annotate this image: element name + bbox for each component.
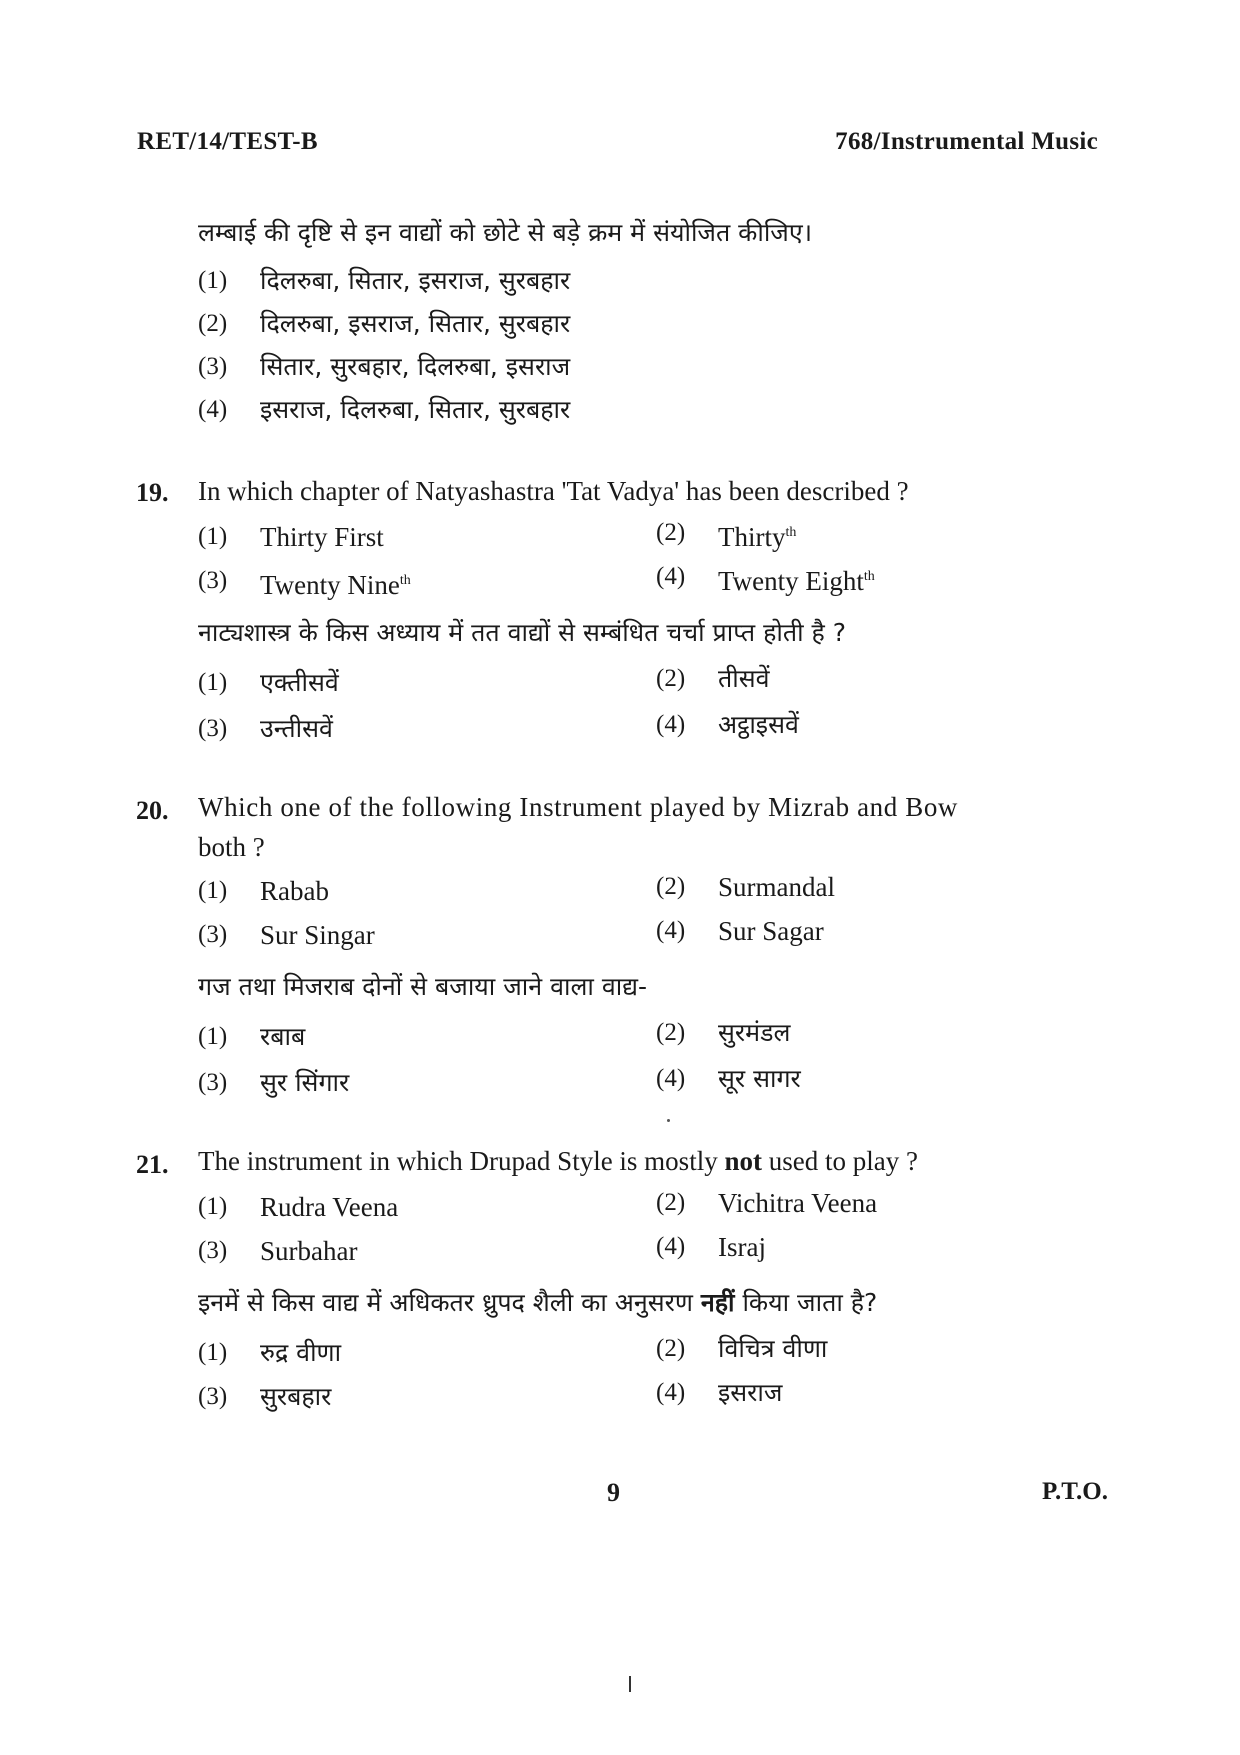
option-text: Sur Singar xyxy=(260,920,375,950)
option-text: Rudra Veena xyxy=(260,1192,399,1222)
option-text: Thirty First xyxy=(260,522,384,552)
q18-option-1 xyxy=(198,266,570,296)
option-text: Sur Sagar xyxy=(718,916,824,946)
q19-option-3 xyxy=(198,566,411,600)
option-text: Surmandal xyxy=(718,872,835,902)
q21-option-3 xyxy=(198,1236,357,1266)
option-text: सुरबहार xyxy=(260,1382,332,1411)
option-number: (3) xyxy=(198,921,228,948)
q19-option-1 xyxy=(198,522,384,552)
option-text: Rabab xyxy=(260,876,329,906)
option-text: सितार, सुरबहार, दिलरुबा, इसराज xyxy=(260,352,571,381)
q21-option-2 xyxy=(656,1188,877,1218)
option-number: (1) xyxy=(198,1339,228,1366)
option-number: (3) xyxy=(198,715,228,742)
option-text xyxy=(260,566,411,600)
q21-option-4 xyxy=(656,1232,766,1262)
option-number: (4) xyxy=(656,1233,686,1260)
q21-option-1 xyxy=(198,1192,398,1222)
ordinal-suffix: th xyxy=(785,525,797,540)
option-number: (1) xyxy=(198,1023,228,1050)
option-text: Israj xyxy=(718,1232,766,1262)
option-number: (1) xyxy=(198,877,228,904)
q20-hindi-option-2 xyxy=(656,1018,790,1048)
option-number: (3) xyxy=(198,353,228,380)
option-text: उन्तीसवें xyxy=(260,714,333,743)
q21-hindi-bold: नहीं xyxy=(700,1288,735,1317)
q19-hindi-option-4 xyxy=(656,710,799,740)
q20-hindi-option-3 xyxy=(198,1068,349,1098)
option-text: Vichitra Veena xyxy=(718,1188,878,1218)
page-number: 9 xyxy=(607,1478,620,1507)
option-text: एक्तीसवें xyxy=(260,668,339,697)
q21-hindi-option-2 xyxy=(656,1334,827,1364)
q19-english: In which chapter of Natyashastra 'Tat Vadya' has been described ? xyxy=(198,476,909,506)
option-text: दिलरुबा, इसराज, सितार, सुरबहार xyxy=(260,309,571,338)
q21-english xyxy=(198,1146,918,1176)
scan-mark xyxy=(629,1676,631,1692)
option-number: (1) xyxy=(198,1193,228,1220)
subject-title: 768/Instrumental Music xyxy=(835,128,1098,155)
option-number: (3) xyxy=(198,1383,228,1410)
q21-hindi-option-3 xyxy=(198,1382,331,1412)
option-number: (2) xyxy=(656,1335,686,1362)
option-text: अट्ठाइसवें xyxy=(718,710,799,739)
option-number: (4) xyxy=(656,1379,686,1406)
q19-hindi-option-1 xyxy=(198,668,339,698)
q21-english-pre: The instrument in which Drupad Style is mostly xyxy=(198,1146,725,1176)
q20-hindi-option-4 xyxy=(656,1064,801,1094)
option-number: (3) xyxy=(198,1237,228,1264)
q19-number: 19. xyxy=(136,478,169,507)
option-number: (1) xyxy=(198,267,228,294)
option-number: (4) xyxy=(198,396,228,423)
option-number: (2) xyxy=(656,1019,686,1046)
option-number: (1) xyxy=(198,669,228,696)
option-text: तीसवें xyxy=(718,664,770,693)
q21-hindi-option-4 xyxy=(656,1378,782,1408)
ordinal-suffix: th xyxy=(863,569,875,584)
option-text: सूर सागर xyxy=(718,1064,801,1093)
option-text: सुरमंडल xyxy=(718,1018,791,1047)
q21-hindi-option-1 xyxy=(198,1338,341,1368)
option-text-main: Twenty Nine xyxy=(260,570,400,600)
q19-hindi: नाट्यशास्त्र के किस अध्याय में तत वाद्यों से सम्बंधित चर्चा प्राप्त होती है ? xyxy=(198,618,847,647)
q18-hindi-prompt: लम्बाई की दृष्टि से इन वाद्यों को छोटे से बड़े क्रम में संयोजित कीजिए। xyxy=(198,218,813,247)
q20-english-line1: Which one of the following Instrument played by Mizrab and Bow xyxy=(198,792,959,822)
option-text: इसराज, दिलरुबा, सितार, सुरबहार xyxy=(260,395,571,424)
option-text: Surbahar xyxy=(260,1236,358,1266)
option-number: (2) xyxy=(198,310,228,337)
q19-hindi-option-2 xyxy=(656,664,770,694)
option-number: (2) xyxy=(656,519,686,546)
paper-code: RET/14/TEST-B xyxy=(137,128,318,155)
q21-hindi xyxy=(198,1288,877,1318)
option-number: (1) xyxy=(198,523,228,550)
option-text-main: Thirty xyxy=(718,522,786,552)
q19-hindi-option-3 xyxy=(198,714,333,744)
q20-option-2 xyxy=(656,872,835,902)
option-number: (2) xyxy=(656,1189,686,1216)
q20-option-1 xyxy=(198,876,329,906)
option-number: (3) xyxy=(198,1069,228,1096)
option-number: (4) xyxy=(656,563,686,590)
q20-number: 20. xyxy=(136,796,169,825)
q19-option-2 xyxy=(656,518,796,552)
q19-option-4 xyxy=(656,562,875,596)
print-speck xyxy=(667,1119,670,1122)
q20-option-4 xyxy=(656,916,824,946)
pto-label: P.T.O. xyxy=(1042,1478,1108,1505)
q21-hindi-post: किया जाता है? xyxy=(734,1288,878,1317)
q21-number: 21. xyxy=(136,1150,169,1179)
option-text-main: Twenty Eight xyxy=(718,566,864,596)
ordinal-suffix: th xyxy=(399,573,411,588)
option-number: (4) xyxy=(656,711,686,738)
q18-option-4 xyxy=(198,395,570,425)
q20-english-line2: both ? xyxy=(198,832,265,862)
option-text: दिलरुबा, सितार, इसराज, सुरबहार xyxy=(260,266,571,295)
q20-hindi: गज तथा मिजराब दोनों से बजाया जाने वाला वाद्य- xyxy=(198,972,647,1001)
option-text xyxy=(718,518,796,552)
q18-option-3 xyxy=(198,352,570,382)
option-text: इसराज xyxy=(718,1378,783,1407)
option-number: (2) xyxy=(656,665,686,692)
q21-english-post: used to play ? xyxy=(761,1146,918,1176)
option-number: (3) xyxy=(198,567,228,594)
option-text: रबाब xyxy=(260,1022,306,1051)
option-text: सुर सिंगार xyxy=(260,1068,350,1097)
option-text: रुद्र वीणा xyxy=(260,1338,342,1367)
option-text: विचित्र वीणा xyxy=(718,1334,828,1363)
q20-option-3 xyxy=(198,920,375,950)
option-number: (4) xyxy=(656,917,686,944)
option-number: (4) xyxy=(656,1065,686,1092)
option-number: (2) xyxy=(656,873,686,900)
q21-hindi-pre: इनमें से किस वाद्य में अधिकतर ध्रुपद शैली का अनुसरण xyxy=(198,1288,701,1317)
q21-english-bold: not xyxy=(724,1146,762,1176)
q20-hindi-option-1 xyxy=(198,1022,305,1052)
option-text xyxy=(718,562,875,596)
q18-option-2 xyxy=(198,309,570,339)
